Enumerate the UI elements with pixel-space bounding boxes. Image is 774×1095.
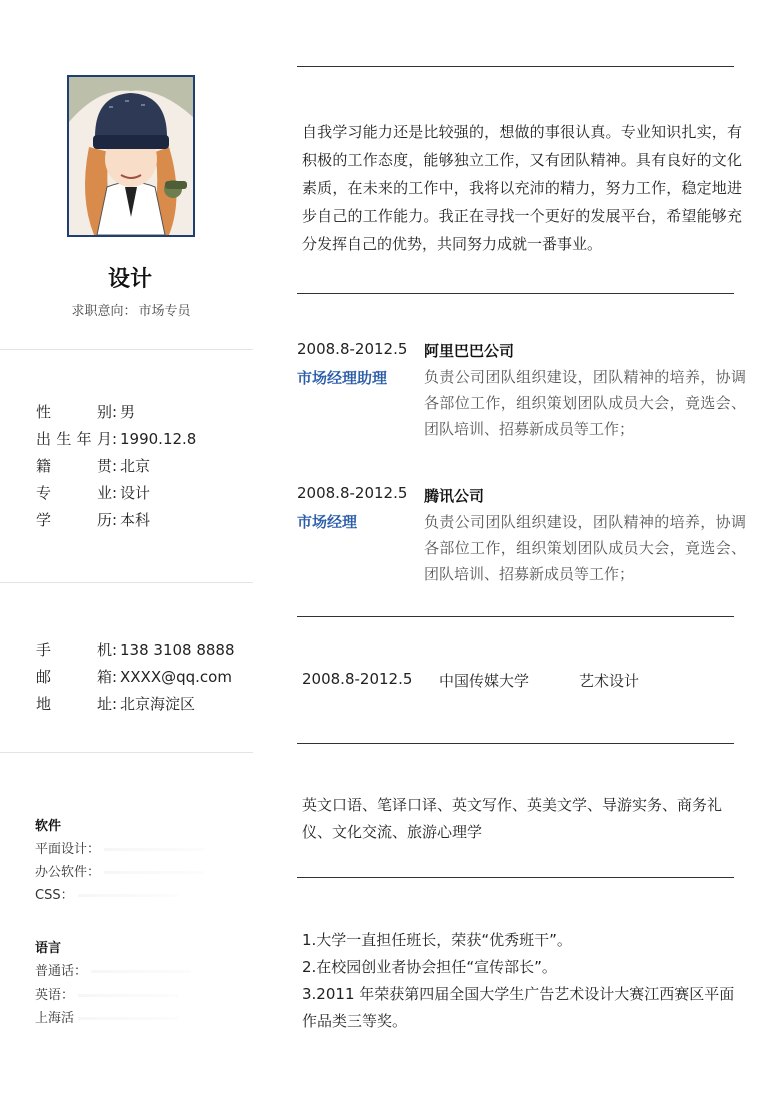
- info-label: 出生年月: [36, 430, 112, 448]
- skill-row: [35, 838, 204, 857]
- section-divider: [297, 293, 734, 294]
- info-label: 性别: [36, 403, 112, 421]
- contact-value: 北京海淀区: [120, 695, 196, 713]
- section-divider: [297, 877, 734, 878]
- left-divider: [0, 349, 253, 350]
- skill-row: [35, 984, 178, 1003]
- skill-bar: [78, 1017, 178, 1020]
- info-row-birth: 出生年月: 1990.12.8: [36, 427, 196, 451]
- info-label: 专业: [36, 484, 112, 502]
- contact-row-phone: 手机: 138 3108 8888: [36, 638, 235, 662]
- job-company: 腾讯公司: [424, 487, 485, 505]
- software-heading: 软件: [35, 819, 62, 834]
- contact-label: 地址: [36, 695, 112, 713]
- edu-date: 2008.8-2012.5: [302, 670, 413, 688]
- skill-bar: [104, 848, 204, 851]
- job-intent: [40, 300, 220, 319]
- skill-bar: [78, 894, 178, 897]
- job-date: 2008.8-2012.5: [297, 340, 408, 358]
- skill-row: [35, 861, 204, 880]
- info-value: 1990.12.8: [120, 430, 197, 448]
- info-label: 籍贯: [36, 457, 112, 475]
- edu-major: 艺术设计: [579, 672, 640, 690]
- skill-bar: [91, 970, 191, 973]
- job-description: 负责公司团队组织建设，团队精神的培养，协调各部位工作，组织策划团队成员大会，竟选会、团队培训、招募新成员等工作；: [424, 368, 746, 438]
- info-row-major: 专业: 设计: [36, 481, 150, 505]
- skill-row: [35, 1007, 178, 1026]
- skill-label: 办公软件：: [35, 865, 101, 880]
- info-value: 本科: [120, 511, 151, 529]
- job-title: 市场经理: [297, 513, 358, 531]
- honor-item: 3.2011 年荣获第四届全国大学生广告艺术设计大赛江西赛区平面作品类三等奖。: [302, 985, 735, 1030]
- skill-bar: [104, 871, 204, 874]
- left-divider: [0, 752, 253, 753]
- info-row-gender: 性别: 男: [36, 400, 135, 424]
- skill-row: [35, 960, 191, 979]
- contact-value: XXXX@qq.com: [120, 668, 232, 686]
- skill-label: 平面设计：: [35, 842, 101, 857]
- skill-label: CSS：: [35, 888, 74, 903]
- job-description: 负责公司团队组织建设，团队精神的培养，协调各部位工作，组织策划团队成员大会，竟选会、团队培训、招募新成员等工作；: [424, 513, 746, 583]
- contact-label: 手机: [36, 641, 112, 659]
- job-intent-value: 市场专员: [138, 304, 191, 319]
- avatar-illustration: [69, 77, 193, 235]
- edu-school: 中国传媒大学: [439, 672, 530, 690]
- job-date: 2008.8-2012.5: [297, 484, 408, 502]
- contact-row-address: 地址: 北京海淀区: [36, 692, 195, 716]
- job-company: 阿里巴巴公司: [424, 342, 515, 360]
- job-intent-label: 求职意向：: [71, 304, 137, 319]
- left-divider: [0, 582, 253, 583]
- language-heading: 语言: [35, 941, 62, 956]
- contact-row-email: 邮箱: XXXX@qq.com: [36, 665, 232, 689]
- courses-text: 英文口语、笔译口译、英文写作、英美文学、导游实务、商务礼仪、文化交流、旅游心理学: [302, 796, 723, 841]
- contact-value: 138 3108 8888: [120, 641, 235, 659]
- section-divider: [297, 616, 734, 617]
- self-summary: 自我学习能力还是比较强的，想做的事很认真。专业知识扎实，有积极的工作态度，能够独立工作，又有团队精神。具有良好的文化素质，在未来的工作中，我将以充沛的精力，努力工作，稳定地进步自己的工作能力。我正在寻找一个更好的发展平台，希望能够充分发挥自己的优势，共同努力成就一番事业。: [302, 123, 742, 253]
- skill-bar: [78, 994, 178, 997]
- info-value: 北京: [120, 457, 151, 475]
- job-title: 市场经理助理: [297, 369, 388, 387]
- profile-photo: [67, 75, 195, 237]
- info-row-degree: 学历: 本科: [36, 508, 150, 532]
- skill-row: [35, 884, 178, 903]
- contact-label: 邮箱: [36, 668, 112, 686]
- info-value: 设计: [120, 484, 151, 502]
- info-label: 学历: [36, 511, 112, 529]
- candidate-name: 设计: [107, 267, 152, 292]
- info-row-origin: 籍贯: 北京: [36, 454, 150, 478]
- skill-label: 普通话：: [35, 964, 88, 979]
- section-divider: [297, 66, 734, 67]
- honor-item: 1.大学一直担任班长，荣获“优秀班干”。: [302, 931, 572, 949]
- skill-label: 上海活: [35, 1011, 75, 1026]
- skill-label: 英语：: [35, 988, 75, 1003]
- section-divider: [297, 743, 734, 744]
- info-value: 男: [120, 403, 136, 421]
- honor-item: 2.在校园创业者协会担任“宣传部长”。: [302, 958, 557, 976]
